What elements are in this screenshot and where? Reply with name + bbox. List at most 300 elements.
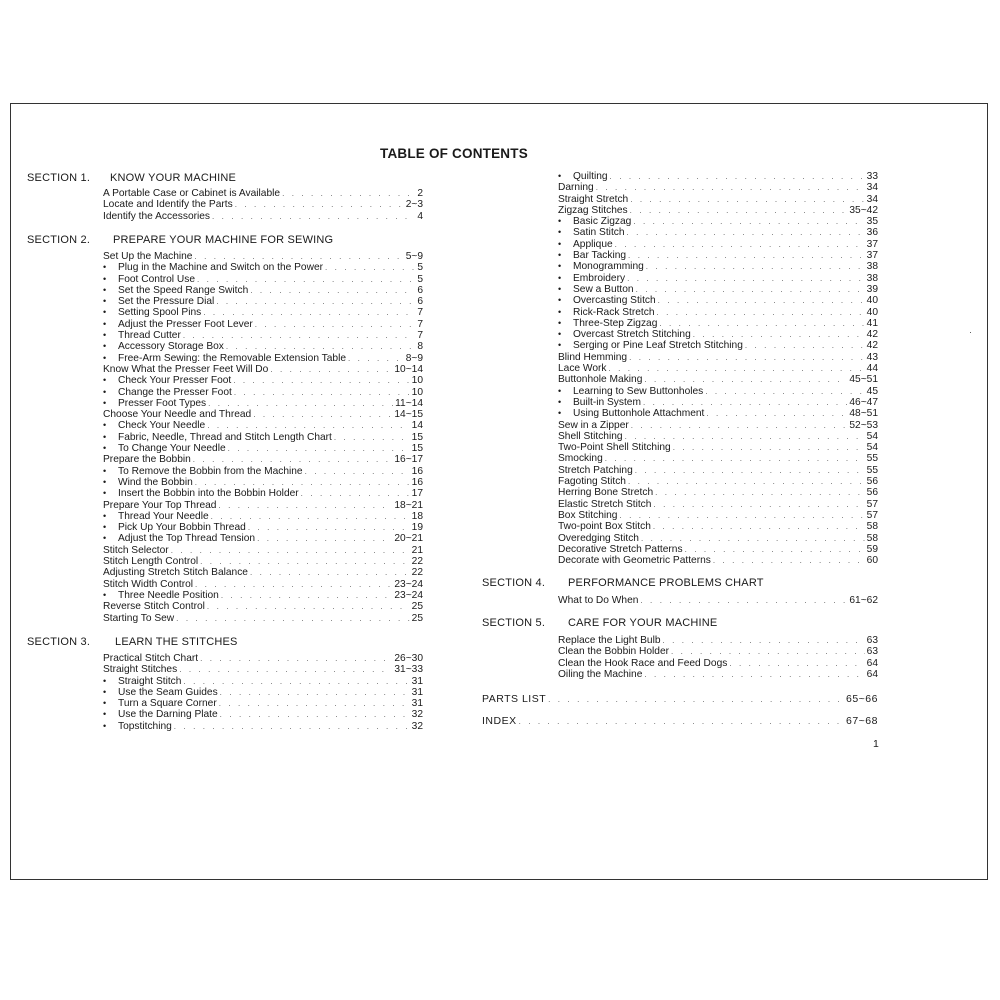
- toc-entry-page: 38: [866, 272, 878, 284]
- leader-dots: [640, 595, 847, 606]
- section-number: SECTION 1.: [27, 172, 91, 184]
- toc-entry: [103, 687, 423, 698]
- toc-entry-page: 33: [866, 171, 878, 182]
- toc-entry: [558, 250, 878, 261]
- toc-entry: [558, 420, 878, 431]
- edge-mark: ·: [969, 327, 972, 337]
- toc-entry: [558, 352, 878, 363]
- toc-entry-page: 20~21: [394, 533, 423, 545]
- toc-entry-page: 16: [411, 465, 423, 477]
- toc-entry: [558, 453, 878, 464]
- toc-entry-page: 57: [866, 498, 878, 510]
- leader-dots: [348, 353, 404, 364]
- section-4-heading: [482, 577, 764, 589]
- toc-entry: [558, 669, 878, 680]
- toc-entry: [558, 555, 878, 566]
- toc-entry-label: • Straight Stitch: [103, 676, 181, 687]
- toc-entry-page: 48~51: [849, 408, 878, 420]
- toc-entry-page: 31: [411, 675, 423, 687]
- toc-entry-page: 56: [866, 476, 878, 488]
- toc-entry-label: • To Change Your Needle: [103, 443, 226, 454]
- toc-entry-page: 60: [866, 555, 878, 567]
- toc-entry-label: • Overcasting Stitch: [558, 295, 656, 306]
- leader-dots: [226, 341, 415, 352]
- toc-entry-page: 32: [411, 709, 423, 721]
- leader-dots: [596, 182, 865, 193]
- toc-entry: [558, 374, 878, 385]
- toc-entry-label: • Applique: [558, 239, 613, 250]
- toc-entry-label: • Plug in the Machine and Switch on the Power: [103, 262, 323, 273]
- leader-dots: [197, 274, 415, 285]
- parts-list-label: PARTS LIST: [482, 694, 547, 705]
- toc-entry-page: 58: [866, 532, 878, 544]
- toc-entry: [558, 544, 878, 555]
- leader-dots: [729, 658, 864, 669]
- leader-dots: [673, 442, 865, 453]
- toc-entry: [558, 658, 878, 669]
- section-3-entries: [103, 653, 423, 732]
- toc-entry: [558, 408, 878, 419]
- leader-dots: [630, 205, 848, 216]
- toc-entry: [103, 511, 423, 522]
- toc-entry-page: 14~15: [394, 409, 423, 421]
- toc-entry-page: 44: [866, 363, 878, 375]
- section-number: SECTION 5.: [482, 617, 546, 629]
- toc-entry-page: 42: [866, 329, 878, 341]
- section-number: SECTION 2.: [27, 234, 91, 246]
- leader-dots: [657, 307, 865, 318]
- toc-entry-page: 63: [866, 635, 878, 646]
- toc-entry: [103, 676, 423, 687]
- leader-dots: [630, 194, 864, 205]
- toc-entry-label: • Use the Darning Plate: [103, 709, 218, 720]
- section-title: PERFORMANCE PROBLEMS CHART: [568, 577, 764, 589]
- toc-entry: [103, 579, 423, 590]
- leader-dots: [219, 698, 410, 709]
- section-4-entries: [558, 595, 878, 606]
- section-title: KNOW YOUR MACHINE: [110, 172, 237, 184]
- toc-entry-page: 63: [866, 646, 878, 658]
- toc-entry-label: Darning: [558, 182, 594, 194]
- toc-entry: [558, 318, 878, 329]
- toc-entry-page: 41: [866, 317, 878, 329]
- toc-entry-label: Oiling the Machine: [558, 668, 643, 680]
- toc-entry: [558, 205, 878, 216]
- toc-entry-page: 6: [417, 284, 423, 296]
- toc-entry-page: 46~47: [849, 396, 878, 408]
- index-label: INDEX: [482, 716, 517, 727]
- toc-entry-label: Decorative Stretch Patterns: [558, 543, 683, 555]
- leader-dots: [631, 420, 848, 431]
- toc-entry-label: Sew in a Zipper: [558, 419, 629, 431]
- toc-entry: [103, 353, 423, 364]
- toc-entry-label: Two-point Box Stitch: [558, 521, 651, 533]
- toc-entry-label: Identify the Accessories: [103, 210, 211, 222]
- leader-dots: [548, 694, 844, 705]
- toc-entry-page: 55: [866, 453, 878, 465]
- toc-entry-page: 6: [417, 296, 423, 308]
- toc-entry-label: • Three-Step Zigzag: [558, 318, 657, 329]
- toc-entry-label: • Thread Cutter: [103, 330, 181, 341]
- section-3-continued-entries: [558, 171, 878, 566]
- parts-list-page: 65~66: [846, 694, 878, 705]
- toc-entry: [103, 709, 423, 720]
- leader-dots: [207, 420, 409, 431]
- toc-entry-page: 31~33: [394, 664, 423, 676]
- leader-dots: [195, 477, 410, 488]
- toc-entry-page: 7: [417, 330, 423, 342]
- leader-dots: [636, 284, 865, 295]
- toc-entry-label: • Sew a Button: [558, 284, 634, 295]
- toc-entry-label: Decorate with Geometric Patterns: [558, 555, 711, 567]
- leader-dots: [183, 330, 415, 341]
- toc-entry-page: 10: [411, 375, 423, 387]
- toc-entry: [558, 295, 878, 306]
- toc-entry-label: Clean the Bobbin Holder: [558, 646, 670, 658]
- toc-entry-page: 55: [866, 464, 878, 476]
- toc-entry-page: 5: [417, 273, 423, 285]
- toc-entry-label: • Set the Speed Range Switch: [103, 285, 248, 296]
- leader-dots: [646, 261, 865, 272]
- toc-entry: [558, 386, 878, 397]
- toc-entry-page: 2~3: [405, 199, 423, 211]
- toc-entry-page: 31: [411, 686, 423, 698]
- toc-entry: [558, 284, 878, 295]
- toc-entry-label: • Change the Presser Foot: [103, 387, 232, 398]
- toc-entry-page: 34: [866, 193, 878, 205]
- toc-entry-label: Reverse Stitch Control: [103, 601, 205, 613]
- leader-dots: [658, 295, 865, 306]
- toc-entry-label: • Bar Tacking: [558, 250, 626, 261]
- toc-entry-page: 35: [866, 216, 878, 228]
- toc-entry: [103, 533, 423, 544]
- toc-entry: [558, 182, 878, 193]
- toc-entry-label: Adjusting Stretch Stitch Balance: [103, 567, 248, 579]
- toc-entry-label: • Insert the Bobbin into the Bobbin Holder: [103, 488, 299, 499]
- toc-entry-label: Stitch Width Control: [103, 578, 194, 590]
- toc-entry-label: Locate and Identify the Parts: [103, 199, 233, 211]
- toc-entry-label: • Monogramming: [558, 261, 644, 272]
- toc-entry-label: • Embroidery: [558, 273, 625, 284]
- toc-entry: [558, 431, 878, 442]
- toc-entry-page: 35~42: [849, 204, 878, 216]
- leader-dots: [628, 250, 865, 261]
- leader-dots: [705, 386, 864, 397]
- toc-entry: [103, 500, 423, 511]
- toc-entry-page: 32: [411, 720, 423, 732]
- toc-entry: [558, 595, 878, 606]
- toc-entry: [103, 319, 423, 330]
- toc-entry-label: • Quilting: [558, 171, 608, 182]
- toc-entry-label: Straight Stitches: [103, 664, 178, 676]
- toc-entry-label: • Built-in System: [558, 397, 641, 408]
- leader-dots: [176, 613, 409, 624]
- leader-dots: [334, 432, 410, 443]
- leader-dots: [203, 307, 415, 318]
- leader-dots: [200, 556, 410, 567]
- toc-entry-page: 23~24: [394, 578, 423, 590]
- toc-entry-page: 61~62: [849, 595, 878, 606]
- toc-entry: [558, 465, 878, 476]
- toc-entry-page: 5~9: [405, 251, 423, 262]
- toc-entry-label: Stretch Patching: [558, 464, 633, 476]
- toc-entry-label: A Portable Case or Cabinet is Available: [103, 188, 281, 199]
- toc-entry: [103, 375, 423, 386]
- toc-entry-label: • Satin Stitch: [558, 227, 625, 238]
- leader-dots: [200, 653, 392, 664]
- toc-entry-page: 58: [866, 521, 878, 533]
- toc-entry: [103, 443, 423, 454]
- toc-entry: [558, 521, 878, 532]
- page-number: 1: [873, 738, 879, 750]
- toc-entry-page: 40: [866, 295, 878, 307]
- toc-entry-page: 42: [866, 340, 878, 352]
- toc-entry-page: 64: [866, 668, 878, 680]
- toc-entry-label: • Foot Control Use: [103, 274, 195, 285]
- leader-dots: [519, 716, 844, 727]
- leader-dots: [605, 453, 865, 464]
- leader-dots: [643, 397, 847, 408]
- leader-dots: [635, 465, 865, 476]
- leader-dots: [628, 476, 865, 487]
- toc-entry-label: • Check Your Presser Foot: [103, 375, 231, 386]
- leader-dots: [641, 533, 865, 544]
- leader-dots: [183, 676, 409, 687]
- toc-entry-label: • Three Needle Position: [103, 590, 219, 601]
- toc-entry-label: • Rick-Rack Stretch: [558, 307, 655, 318]
- toc-entry: [103, 188, 423, 199]
- toc-entry: [103, 601, 423, 612]
- leader-dots: [220, 709, 410, 720]
- page-title: TABLE OF CONTENTS: [380, 146, 528, 161]
- toc-entry-label: • Thread Your Needle: [103, 511, 209, 522]
- toc-entry: [103, 274, 423, 285]
- toc-entry-page: 45~51: [849, 374, 878, 386]
- toc-entry-label: Choose Your Needle and Thread: [103, 409, 252, 421]
- leader-dots: [659, 318, 864, 329]
- toc-entry: [558, 510, 878, 521]
- toc-entry-label: • Presser Foot Types: [103, 398, 206, 409]
- toc-entry-page: 40: [866, 306, 878, 318]
- toc-entry: [103, 477, 423, 488]
- toc-entry-label: Prepare the Bobbin: [103, 454, 191, 466]
- toc-entry-page: 18~21: [394, 499, 423, 511]
- toc-entry-label: • Using Buttonhole Attachment: [558, 408, 704, 419]
- toc-entry: [103, 211, 423, 222]
- toc-entry-label: • Pick Up Your Bobbin Thread: [103, 522, 246, 533]
- toc-entry-label: • Overcast Stretch Stitching: [558, 329, 691, 340]
- leader-dots: [609, 363, 865, 374]
- toc-entry: [103, 307, 423, 318]
- toc-entry-label: Shell Stitching: [558, 430, 623, 442]
- toc-entry: [103, 721, 423, 732]
- toc-entry-label: Set Up the Machine: [103, 251, 193, 262]
- leader-dots: [211, 511, 410, 522]
- leader-dots: [325, 262, 415, 273]
- leader-dots: [194, 251, 403, 262]
- toc-entry: [558, 363, 878, 374]
- toc-entry-label: Straight Stretch: [558, 193, 629, 205]
- toc-entry-page: 22: [411, 567, 423, 579]
- toc-entry: [558, 261, 878, 272]
- section-1-heading: [27, 172, 237, 184]
- section-title: CARE FOR YOUR MACHINE: [568, 617, 718, 629]
- toc-entry-label: • To Remove the Bobbin from the Machine: [103, 466, 303, 477]
- toc-entry-label: Zigzag Stitches: [558, 204, 628, 216]
- leader-dots: [171, 545, 410, 556]
- toc-entry: [103, 330, 423, 341]
- index-entry: [482, 716, 878, 727]
- toc-entry: [558, 227, 878, 238]
- toc-entry-page: 37: [866, 250, 878, 262]
- toc-entry-label: Two-Point Shell Stitching: [558, 442, 671, 454]
- toc-entry: [103, 398, 423, 409]
- toc-entry-label: Lace Work: [558, 363, 607, 375]
- toc-entry-label: Box Stitching: [558, 509, 618, 521]
- leader-dots: [218, 500, 392, 511]
- toc-entry: [558, 171, 878, 182]
- toc-entry: [103, 341, 423, 352]
- toc-entry: [103, 466, 423, 477]
- leader-dots: [615, 239, 865, 250]
- toc-entry: [558, 397, 878, 408]
- toc-entry-label: Elastic Stretch Stitch: [558, 498, 652, 510]
- toc-entry-page: 43: [866, 351, 878, 363]
- leader-dots: [193, 454, 393, 465]
- leader-dots: [706, 408, 847, 419]
- leader-dots: [255, 319, 416, 330]
- toc-entry-label: • Setting Spool Pins: [103, 307, 201, 318]
- toc-entry: [103, 613, 423, 624]
- leader-dots: [663, 635, 865, 646]
- leader-dots: [207, 601, 410, 612]
- section-1-entries: [103, 188, 423, 222]
- toc-entry-label: • Basic Zigzag: [558, 216, 631, 227]
- leader-dots: [653, 499, 864, 510]
- toc-entry-label: • Check Your Needle: [103, 420, 205, 431]
- toc-entry: [103, 556, 423, 567]
- section-5-heading: [482, 617, 718, 629]
- toc-entry: [558, 646, 878, 657]
- toc-entry: [558, 476, 878, 487]
- toc-entry-page: 21: [411, 544, 423, 556]
- toc-entry-page: 8~9: [405, 352, 423, 364]
- toc-entry-label: • Turn a Square Corner: [103, 698, 217, 709]
- toc-entry: [558, 635, 878, 646]
- section-title: LEARN THE STITCHES: [115, 636, 238, 648]
- leader-dots: [282, 188, 415, 199]
- leader-dots: [216, 296, 415, 307]
- toc-entry-label: Fagoting Stitch: [558, 476, 626, 488]
- leader-dots: [179, 664, 392, 675]
- leader-dots: [745, 340, 865, 351]
- toc-entry-label: Prepare Your Top Thread: [103, 499, 217, 511]
- toc-entry-page: 10: [411, 386, 423, 398]
- toc-entry: [103, 409, 423, 420]
- leader-dots: [644, 374, 847, 385]
- toc-entry-page: 25: [411, 601, 423, 613]
- toc-entry-label: Stitch Selector: [103, 544, 169, 556]
- toc-entry-page: 34: [866, 182, 878, 194]
- toc-entry-page: 54: [866, 430, 878, 442]
- leader-dots: [174, 721, 410, 732]
- toc-entry: [103, 567, 423, 578]
- leader-dots: [619, 510, 864, 521]
- toc-entry-label: Overedging Stitch: [558, 532, 639, 544]
- leader-dots: [235, 199, 404, 210]
- toc-entry: [558, 307, 878, 318]
- toc-entry-page: 10~14: [394, 363, 423, 375]
- toc-entry-label: • Use the Seam Guides: [103, 687, 218, 698]
- toc-entry-label: • Accessory Storage Box: [103, 341, 224, 352]
- leader-dots: [655, 487, 865, 498]
- toc-entry-label: • Adjust the Presser Foot Lever: [103, 319, 253, 330]
- toc-entry: [103, 262, 423, 273]
- toc-entry-label: Blind Hemming: [558, 351, 628, 363]
- leader-dots: [671, 646, 865, 657]
- toc-entry: [103, 251, 423, 262]
- toc-entry: [103, 545, 423, 556]
- toc-entry-label: • Serging or Pine Leaf Stretch Stitching: [558, 340, 743, 351]
- leader-dots: [228, 443, 410, 454]
- toc-entry: [103, 387, 423, 398]
- toc-entry-page: 8: [417, 341, 423, 353]
- toc-entry-label: • Learning to Sew Buttonholes: [558, 386, 703, 397]
- leader-dots: [685, 544, 865, 555]
- index-page: 67~68: [846, 716, 878, 727]
- leader-dots: [653, 521, 865, 532]
- toc-entry-page: 16: [411, 476, 423, 488]
- toc-entry: [558, 329, 878, 340]
- toc-entry-page: 5: [417, 262, 423, 274]
- leader-dots: [713, 555, 865, 566]
- toc-entry-page: 38: [866, 261, 878, 273]
- toc-entry-page: 7: [417, 307, 423, 319]
- toc-entry-page: 4: [417, 210, 423, 222]
- leader-dots: [257, 533, 392, 544]
- toc-entry-page: 31: [411, 698, 423, 710]
- leader-dots: [250, 567, 410, 578]
- toc-entry: [103, 664, 423, 675]
- leader-dots: [233, 375, 409, 386]
- toc-entry-label: Smocking: [558, 453, 603, 465]
- toc-entry-page: 22: [411, 556, 423, 568]
- toc-entry-label: • Wind the Bobbin: [103, 477, 193, 488]
- toc-entry-page: 18: [411, 510, 423, 522]
- toc-entry-page: 39: [866, 283, 878, 295]
- leader-dots: [250, 285, 415, 296]
- toc-entry: [103, 590, 423, 601]
- leader-dots: [301, 488, 410, 499]
- toc-entry-page: 56: [866, 487, 878, 499]
- toc-entry-page: 11~14: [395, 397, 423, 409]
- toc-entry-page: 16~17: [394, 454, 423, 466]
- leader-dots: [270, 364, 392, 375]
- toc-entry-label: Practical Stitch Chart: [103, 653, 199, 664]
- toc-entry-page: 7: [417, 318, 423, 330]
- toc-entry: [103, 653, 423, 664]
- leader-dots: [610, 171, 865, 182]
- leader-dots: [253, 409, 392, 420]
- toc-entry-page: 23~24: [394, 589, 423, 601]
- toc-entry-page: 54: [866, 442, 878, 454]
- toc-entry-label: Stitch Length Control: [103, 556, 199, 568]
- leader-dots: [625, 431, 865, 442]
- leader-dots: [208, 398, 393, 409]
- toc-entry: [558, 499, 878, 510]
- toc-entry-page: 19: [411, 522, 423, 534]
- leader-dots: [234, 387, 410, 398]
